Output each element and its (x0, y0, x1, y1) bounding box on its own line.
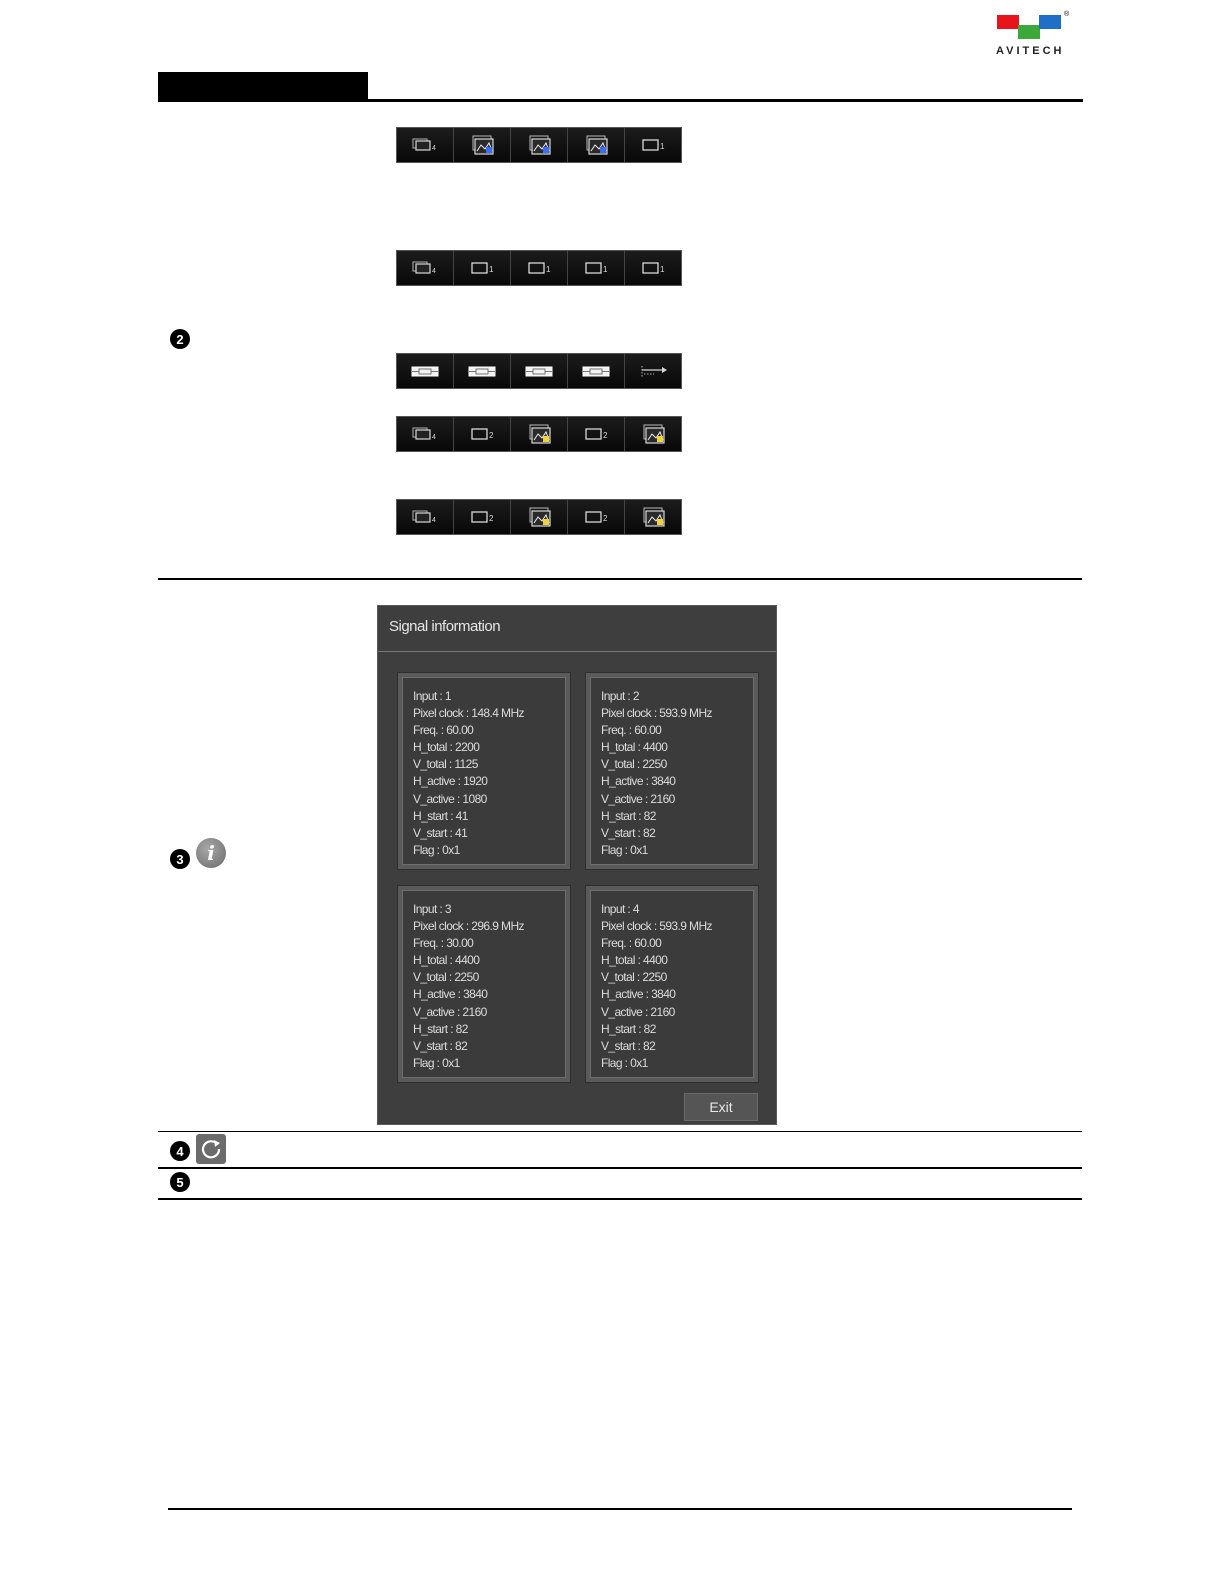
picture-yellow-button[interactable] (511, 417, 568, 451)
footer-rule (168, 1508, 1072, 1510)
layers-4-icon (410, 257, 440, 279)
signal-line: Input : 1 (413, 689, 451, 703)
logo-wordmark: AVITECH (996, 45, 1065, 57)
picture-yellow-button[interactable] (625, 500, 681, 534)
signal-line: H_active : 3840 (601, 987, 676, 1002)
split-2-button[interactable] (511, 354, 568, 388)
layers-4-button[interactable] (397, 128, 454, 162)
signal-box-input-1 (398, 673, 570, 869)
signal-line: V_start : 82 (601, 1038, 656, 1053)
signal-line: H_total : 4400 (413, 953, 480, 968)
signal-line: H_total : 4400 (601, 740, 668, 755)
layers-4-icon (410, 134, 440, 156)
signal-box-input-2 (586, 673, 758, 869)
picture-blue-button[interactable] (511, 128, 568, 162)
window-1-icon (638, 257, 668, 279)
signal-box-input-4 (586, 886, 758, 1082)
signal-line: Pixel clock : 296.9 MHz (413, 919, 524, 934)
window-2-icon (581, 506, 611, 528)
signal-line: V_total : 2250 (601, 757, 667, 772)
svg-text:2: 2 (603, 514, 608, 523)
split-2-icon (581, 360, 611, 382)
signal-line: H_start : 82 (413, 1021, 468, 1036)
split-2-icon (410, 360, 440, 382)
dialog-title: Signal information (389, 618, 501, 635)
window-2-icon (467, 506, 497, 528)
layers-4-button[interactable] (397, 417, 454, 451)
svg-text:4: 4 (432, 145, 436, 152)
window-1-icon (524, 257, 554, 279)
signal-line: H_total : 2200 (413, 740, 480, 755)
picture-yellow-icon (524, 423, 554, 445)
callout-4: 4 (170, 1141, 190, 1161)
window-2-icon (467, 423, 497, 445)
exit-button[interactable]: Exit (684, 1093, 758, 1121)
picture-yellow-icon (638, 506, 668, 528)
svg-text:2: 2 (489, 431, 494, 440)
signal-line: V_total : 1125 (413, 757, 478, 772)
window-1-button[interactable] (511, 251, 568, 285)
svg-text:4: 4 (432, 434, 436, 441)
signal-line: H_active : 3840 (413, 987, 488, 1002)
svg-text:4: 4 (432, 268, 436, 275)
split-2-button[interactable] (454, 354, 511, 388)
picture-yellow-button[interactable] (511, 500, 568, 534)
split-2-icon (524, 360, 554, 382)
signal-line: V_active : 2160 (413, 1004, 487, 1019)
signal-line: Flag : 0x1 (413, 1055, 460, 1070)
window-1-icon (581, 257, 611, 279)
toolbar-4 (396, 416, 682, 452)
logo-red-square (997, 15, 1019, 29)
signal-line: H_total : 4400 (601, 953, 668, 968)
split-2-button[interactable] (568, 354, 625, 388)
svg-text:2: 2 (489, 514, 494, 523)
signal-line: H_active : 3840 (601, 774, 676, 789)
signal-line: Flag : 0x1 (601, 842, 648, 857)
logo-green-square (1018, 25, 1040, 39)
svg-text:1: 1 (546, 265, 551, 274)
signal-line: Pixel clock : 593.9 MHz (601, 919, 712, 934)
picture-blue-icon (467, 134, 497, 156)
svg-text:1: 1 (489, 265, 494, 274)
signal-line: Input : 3 (413, 902, 451, 916)
window-2-button[interactable] (454, 417, 511, 451)
window-1-button[interactable] (625, 128, 681, 162)
signal-line: V_active : 1080 (413, 791, 487, 806)
refresh-icon[interactable] (196, 1134, 226, 1164)
window-2-button[interactable] (568, 417, 625, 451)
window-2-button[interactable] (568, 500, 625, 534)
picture-blue-icon (581, 134, 611, 156)
window-1-icon (638, 134, 668, 156)
toolbar-3 (396, 353, 682, 389)
layers-4-button[interactable] (397, 251, 454, 285)
signal-line: H_start : 41 (413, 808, 468, 823)
toolbar-2 (396, 250, 682, 286)
window-1-button[interactable] (454, 251, 511, 285)
picture-yellow-icon (638, 423, 668, 445)
svg-text:1: 1 (603, 265, 608, 274)
toolbar-1 (396, 127, 682, 163)
signal-line: Freq. : 60.00 (413, 723, 474, 738)
avitech-logo (994, 10, 1070, 60)
signal-line: H_start : 82 (601, 808, 656, 823)
signal-line: V_start : 82 (413, 1038, 468, 1053)
header-rule (158, 99, 1083, 102)
split-2-button[interactable] (397, 354, 454, 388)
window-1-button[interactable] (568, 251, 625, 285)
layers-4-button[interactable] (397, 500, 454, 534)
logo-registered-mark: ® (1064, 11, 1070, 18)
svg-text:2: 2 (603, 431, 608, 440)
picture-yellow-button[interactable] (625, 417, 681, 451)
signal-line: Input : 2 (601, 689, 639, 703)
picture-blue-button[interactable] (568, 128, 625, 162)
callout-5: 5 (170, 1172, 190, 1192)
arrow-out-button[interactable] (625, 354, 681, 388)
signal-line: V_start : 82 (601, 825, 656, 840)
signal-line: Pixel clock : 593.9 MHz (601, 706, 712, 721)
signal-line: H_active : 1920 (413, 774, 488, 789)
window-2-icon (581, 423, 611, 445)
svg-text:1: 1 (660, 265, 665, 274)
signal-line: V_start : 41 (413, 825, 468, 840)
picture-blue-button[interactable] (454, 128, 511, 162)
picture-blue-icon (524, 134, 554, 156)
window-2-button[interactable] (454, 500, 511, 534)
arrow-out-icon (638, 360, 668, 382)
picture-yellow-icon (524, 506, 554, 528)
toolbar-5 (396, 499, 682, 535)
signal-line: Pixel clock : 148.4 MHz (413, 706, 524, 721)
window-1-button[interactable] (625, 251, 681, 285)
info-icon[interactable]: i (196, 838, 226, 868)
signal-line: H_start : 82 (601, 1021, 656, 1036)
svg-text:1: 1 (660, 142, 665, 151)
section-rule-1 (158, 578, 1082, 580)
section-rule-4 (158, 1198, 1082, 1200)
signal-line: Input : 4 (601, 902, 639, 916)
layers-4-icon (410, 506, 440, 528)
signal-line: V_total : 2250 (601, 970, 667, 985)
logo-blue-square (1039, 15, 1061, 29)
callout-2: 2 (170, 329, 190, 349)
signal-line: V_active : 2160 (601, 1004, 675, 1019)
section-rule-2 (158, 1131, 1082, 1132)
signal-line: Freq. : 60.00 (601, 723, 662, 738)
signal-line: Freq. : 30.00 (413, 936, 474, 951)
window-1-icon (467, 257, 497, 279)
signal-box-input-3 (398, 886, 570, 1082)
signal-line: Freq. : 60.00 (601, 936, 662, 951)
section-rule-3 (158, 1167, 1082, 1169)
signal-information-dialog (377, 605, 777, 1125)
svg-text:4: 4 (432, 517, 436, 524)
signal-line: Flag : 0x1 (413, 842, 460, 857)
signal-line: V_active : 2160 (601, 791, 675, 806)
header-tab (158, 72, 368, 100)
layers-4-icon (410, 423, 440, 445)
callout-3: 3 (170, 849, 190, 869)
dialog-title-separator (378, 651, 776, 652)
split-2-icon (467, 360, 497, 382)
signal-line: V_total : 2250 (413, 970, 479, 985)
signal-line: Flag : 0x1 (601, 1055, 648, 1070)
